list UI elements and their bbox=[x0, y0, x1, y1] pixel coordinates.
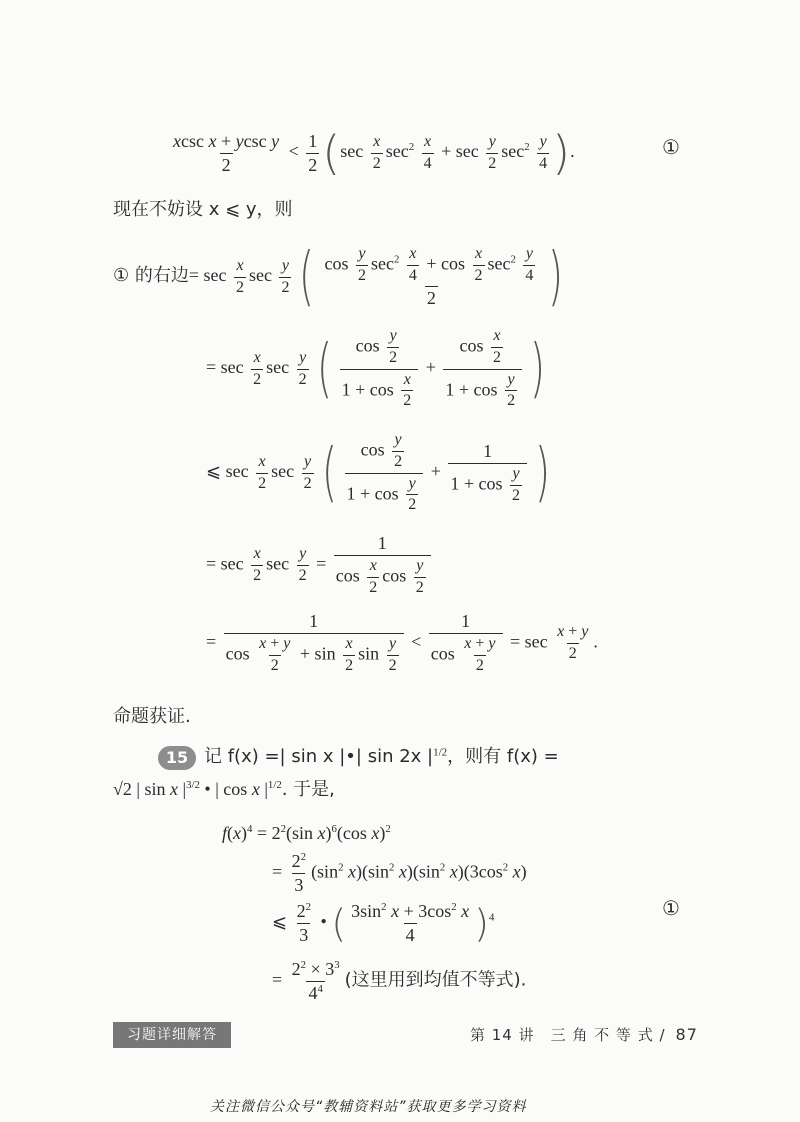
rhs-line-1: ① 的右边= sec $\frac{x}{2}$ sec $\frac{y}{2}$ ( cos $\frac{y}{2}$ $\sec^2$ $\frac{x}{4}$ + cos $\frac{x}{2}$ $\sec^2$ $\frac{y}{4}$ 2 ) bbox=[113, 240, 564, 314]
equation-marker-2: ① bbox=[662, 896, 680, 920]
problem-15-line-1: 15 记 f(x) =| sin x |•| sin 2x $|^{1/2}$，则有 f(x) = bbox=[158, 742, 559, 770]
problem-number-badge: 15 bbox=[158, 746, 196, 770]
section-tab: 习题详细解答 bbox=[113, 1022, 231, 1048]
problem-15-line-2: √2 | sin x $|^{3/2}$ • | cos x $|^{1/2}$. 于是, bbox=[113, 779, 335, 800]
intro-line: 现在不妨设 x ⩽ y，则 bbox=[113, 199, 293, 220]
problem-15-tail: ，则有 f(x) = bbox=[447, 746, 559, 767]
derivation-line-4: = $\frac{2^2 \times 3^3}{4^4}$ (这里用到均值不等式). bbox=[272, 959, 527, 1003]
rhs-line-2: = sec $\frac{x}{2}$ sec $\frac{y}{2}$ ( cos $\frac{y}{2}$ 1 + cos $\frac{x}{2}$ + cos $\frac{x}{2}$ 1 + cos $\frac{y}{2}$ ) bbox=[206, 327, 546, 410]
rhs-line-5: = 1 cos $\frac{x + y}{2}$ + sin $\frac{x}{2}$ sin $\frac{y}{2}$ < 1 cos $\frac{x + y}{2}$ = sec $\frac{x + y}{2}$ . bbox=[206, 611, 598, 674]
derivation-line-2: = $\frac{2^2}{3}$ ($\sin^2$ $x)(\sin^2$ $x)(\sin^2$ $x)(3\cos^2$ x) bbox=[272, 851, 527, 895]
page-number: 87 bbox=[675, 1025, 698, 1044]
derivation-line-3: ⩽ $\frac{2^2}{3}$ • ( $\frac{3\sin^2 x + 3\cos^2 x}{4}$ )$^4$ bbox=[272, 901, 495, 946]
problem-15-text: 记 f(x) =| sin x |•| sin 2x | bbox=[204, 746, 434, 767]
footer-chapter bbox=[470, 1024, 698, 1045]
chapter-title: 第 14 讲 三 角 不 等 式 / bbox=[470, 1026, 666, 1044]
conclusion-text: 命题获证. bbox=[113, 706, 191, 727]
problem-15-line-2-tail: . 于是, bbox=[281, 779, 335, 800]
inequality-note: (这里用到均值不等式). bbox=[344, 969, 527, 991]
rhs-line-3: ⩽ sec $\frac{x}{2}$ sec $\frac{y}{2}$ ( cos $\frac{y}{2}$ 1 + cos $\frac{y}{2}$ + 1 1 + cos $\frac{y}{2}$ ) bbox=[206, 431, 550, 514]
watermark-text: 关注微信公众号“教辅资料站”获取更多学习资料 bbox=[210, 1099, 527, 1115]
inequality-1: $\frac{\text{xcsc x + ycsc y}}{2}$ < $\frac{1}{2}$ (sec $\frac{x}{2}$ $\sec^2$ $\frac{x}{4}$ + sec $\frac{y}{2}$ $\sec^2$ $\frac{y}{4}$ ). bbox=[173, 126, 575, 180]
rhs-line-4: = sec $\frac{x}{2}$ sec $\frac{y}{2}$ = 1 cos $\frac{x}{2}$ cos $\frac{y}{2}$ bbox=[206, 534, 434, 596]
derivation-line-1: $f(x)^4 = 2^2(\sin$ x)$^6$(cos x)$^2$ bbox=[222, 823, 391, 843]
rhs-label: ① 的右边 bbox=[113, 265, 189, 287]
equation-marker-1: ① bbox=[662, 135, 680, 159]
